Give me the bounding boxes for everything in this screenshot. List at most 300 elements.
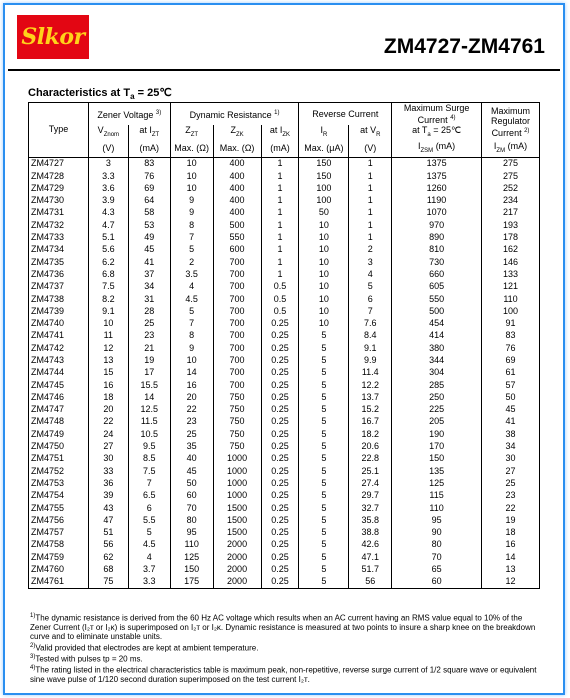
table-row <box>29 539 540 551</box>
table-cell: 3.7 <box>128 563 170 575</box>
reg-label-3: Current <box>491 127 522 138</box>
table-row <box>29 342 540 354</box>
table-cell: 16.7 <box>349 416 392 428</box>
table-row <box>29 317 540 329</box>
footnotes <box>30 612 540 684</box>
table-cell: 5 <box>349 281 392 293</box>
table-cell: 750 <box>213 416 261 428</box>
table-cell: 0.25 <box>261 551 299 563</box>
table-cell: 0.25 <box>261 502 299 514</box>
table-row <box>29 465 540 477</box>
table-cell: 133 <box>482 268 540 280</box>
table-cell: 234 <box>482 194 540 206</box>
table-cell: 10 <box>299 268 349 280</box>
table-row <box>29 502 540 514</box>
vr-sub: R <box>376 131 381 138</box>
table-cell: 135 <box>392 465 482 477</box>
unit-izm <box>482 141 540 157</box>
table-cell: 400 <box>213 157 261 170</box>
table-cell: 193 <box>482 219 540 231</box>
table-cell: 0.25 <box>261 465 299 477</box>
table-row <box>29 391 540 403</box>
table-cell: 810 <box>392 244 482 256</box>
table-cell: 50 <box>170 477 213 489</box>
surge-at-sym: at T <box>412 125 428 135</box>
table-cell: 1500 <box>213 527 261 539</box>
table-cell: 8 <box>170 330 213 342</box>
zzt-sub: ZT <box>190 131 199 138</box>
table-body <box>29 157 540 588</box>
table-cell: 95 <box>170 527 213 539</box>
table-cell: 91 <box>482 317 540 329</box>
table-cell: 1000 <box>213 453 261 465</box>
table-cell: 15.2 <box>349 404 392 416</box>
cell-type: ZM4760 <box>29 563 89 575</box>
table-cell: 16 <box>482 539 540 551</box>
header-max-regulator <box>482 103 540 141</box>
table-cell: 1 <box>261 182 299 194</box>
table-cell: 550 <box>213 231 261 243</box>
table-cell: 1 <box>261 157 299 170</box>
table-cell: 50 <box>482 391 540 403</box>
table-cell: 58 <box>128 207 170 219</box>
table-cell: 700 <box>213 305 261 317</box>
section-title-tail: = 25℃ <box>134 87 172 99</box>
cell-type: ZM4747 <box>29 404 89 416</box>
unit-izt: (mA) <box>128 141 170 157</box>
table-cell: 70 <box>170 502 213 514</box>
table-cell: 0.25 <box>261 490 299 502</box>
table-cell: 56 <box>88 539 128 551</box>
table-cell: 90 <box>392 527 482 539</box>
table-cell: 9 <box>170 194 213 206</box>
table-row <box>29 440 540 452</box>
table-cell: 217 <box>482 207 540 219</box>
table-row <box>29 231 540 243</box>
cell-type: ZM4733 <box>29 231 89 243</box>
header-vznom <box>88 125 128 141</box>
table-row <box>29 367 540 379</box>
table-cell: 41 <box>482 416 540 428</box>
table-cell: 5 <box>299 379 349 391</box>
table-cell: 5 <box>299 440 349 452</box>
table-cell: 1 <box>349 231 392 243</box>
table-cell: 605 <box>392 281 482 293</box>
surge-at-tail: = 25℃ <box>430 125 462 135</box>
table-cell: 890 <box>392 231 482 243</box>
table-cell: 0.25 <box>261 330 299 342</box>
table-cell: 5.6 <box>88 244 128 256</box>
header-izk <box>261 125 299 141</box>
table-cell: 5.5 <box>128 514 170 526</box>
vr-sym: at V <box>360 125 377 135</box>
table-cell: 62 <box>88 551 128 563</box>
table-cell: 5 <box>299 342 349 354</box>
table-cell: 0.25 <box>261 440 299 452</box>
table-cell: 60 <box>392 576 482 589</box>
table-cell: 1 <box>261 231 299 243</box>
table-cell: 5 <box>128 527 170 539</box>
table-cell: 0.25 <box>261 391 299 403</box>
table-cell: 18 <box>482 527 540 539</box>
brand-logo: Slkor <box>17 15 89 59</box>
table-cell: 250 <box>392 391 482 403</box>
table-cell: 22 <box>170 404 213 416</box>
table-cell: 2000 <box>213 576 261 589</box>
table-cell: 5 <box>299 465 349 477</box>
table-cell: 12.2 <box>349 379 392 391</box>
header-izt <box>128 125 170 141</box>
table-cell: 14 <box>482 551 540 563</box>
zzk-sym: Z <box>230 125 236 135</box>
table-cell: 0.25 <box>261 563 299 575</box>
cell-type: ZM4740 <box>29 317 89 329</box>
table-cell: 344 <box>392 354 482 366</box>
table-cell: 0.25 <box>261 527 299 539</box>
table-cell: 9.5 <box>128 440 170 452</box>
table-cell: 146 <box>482 256 540 268</box>
table-header <box>29 103 540 158</box>
table-cell: 4 <box>170 281 213 293</box>
table-cell: 285 <box>392 379 482 391</box>
table-cell: 4.3 <box>88 207 128 219</box>
table-cell: 34 <box>128 281 170 293</box>
table-cell: 500 <box>392 305 482 317</box>
table-cell: 2 <box>349 244 392 256</box>
table-cell: 1 <box>349 170 392 182</box>
table-cell: 13.7 <box>349 391 392 403</box>
cell-type: ZM4752 <box>29 465 89 477</box>
table-cell: 5 <box>299 539 349 551</box>
table-cell: 205 <box>392 416 482 428</box>
table-cell: 9 <box>170 207 213 219</box>
footnote-text: Valid provided that electrodes are kept at ambient temperature. <box>35 643 259 653</box>
table-cell: 0.25 <box>261 342 299 354</box>
table-cell: 7.6 <box>349 317 392 329</box>
table-cell: 304 <box>392 367 482 379</box>
table-cell: 12.5 <box>128 404 170 416</box>
table-cell: 15 <box>88 367 128 379</box>
table-cell: 0.25 <box>261 404 299 416</box>
ir-sym: I <box>320 125 323 135</box>
table-cell: 1 <box>261 219 299 231</box>
table-cell: 730 <box>392 256 482 268</box>
table-cell: 700 <box>213 256 261 268</box>
cell-type: ZM4728 <box>29 170 89 182</box>
table-cell: 162 <box>482 244 540 256</box>
table-cell: 8.4 <box>349 330 392 342</box>
table-cell: 125 <box>170 551 213 563</box>
table-cell: 5 <box>299 404 349 416</box>
table-cell: 95 <box>392 514 482 526</box>
part-number-title: ZM4727-ZM4761 <box>383 35 545 58</box>
table-cell: 1 <box>261 244 299 256</box>
table-cell: 9.1 <box>349 342 392 354</box>
table-cell: 14 <box>170 367 213 379</box>
table-cell: 18 <box>88 391 128 403</box>
table-cell: 25 <box>170 428 213 440</box>
cell-type: ZM4758 <box>29 539 89 551</box>
table-cell: 0.25 <box>261 428 299 440</box>
table-cell: 8.2 <box>88 293 128 305</box>
table-cell: 8.5 <box>128 453 170 465</box>
table-row <box>29 551 540 563</box>
table-cell: 83 <box>482 330 540 342</box>
table-cell: 5 <box>299 367 349 379</box>
table-cell: 750 <box>213 404 261 416</box>
table-cell: 400 <box>213 170 261 182</box>
cell-type: ZM4741 <box>29 330 89 342</box>
table-cell: 5 <box>170 305 213 317</box>
table-cell: 20 <box>88 404 128 416</box>
table-cell: 6 <box>349 293 392 305</box>
zzt-sym: Z <box>185 125 191 135</box>
cell-type: ZM4739 <box>29 305 89 317</box>
unit-izk: (mA) <box>261 141 299 157</box>
table-cell: 400 <box>213 182 261 194</box>
table-cell: 27 <box>482 465 540 477</box>
table-cell: 11.5 <box>128 416 170 428</box>
table-cell: 5 <box>299 514 349 526</box>
table-cell: 1 <box>261 256 299 268</box>
izm-sym: I <box>493 140 497 151</box>
table-cell: 700 <box>213 268 261 280</box>
footnote-text: The rating listed in the electrical characteristics table is maximum peak, non-repetitive, reverse surge current of 1/2 square wave or equivalent sine wave pulse of 1/120 second duration superimposed on the test current I₂ᴛ. <box>30 665 537 685</box>
footnote-text: Tested with pulses tp = 20 ms. <box>35 654 143 664</box>
table-cell: 275 <box>482 170 540 182</box>
table-cell: 1000 <box>213 465 261 477</box>
table-cell: 6.8 <box>88 268 128 280</box>
table-cell: 6.2 <box>88 256 128 268</box>
table-cell: 750 <box>213 440 261 452</box>
header-vr <box>349 125 392 141</box>
reg-label-2: Regulator <box>490 115 531 126</box>
table-cell: 10 <box>170 170 213 182</box>
table-cell: 7 <box>128 477 170 489</box>
table-cell: 150 <box>392 453 482 465</box>
surge-at-sub: a <box>427 131 431 138</box>
header-divider <box>8 69 560 71</box>
cell-type: ZM4749 <box>29 428 89 440</box>
table-row <box>29 268 540 280</box>
table-cell: 1000 <box>213 490 261 502</box>
header-reverse-current: Reverse Current <box>299 103 392 126</box>
cell-type: ZM4735 <box>29 256 89 268</box>
table-cell: 23 <box>170 416 213 428</box>
footnote <box>30 664 540 684</box>
table-cell: 83 <box>128 157 170 170</box>
table-cell: 76 <box>482 342 540 354</box>
table-cell: 53 <box>128 219 170 231</box>
table-cell: 10 <box>299 305 349 317</box>
table-cell: 70 <box>392 551 482 563</box>
table-cell: 190 <box>392 428 482 440</box>
table-cell: 5 <box>299 551 349 563</box>
table-cell: 65 <box>392 563 482 575</box>
table-cell: 61 <box>482 367 540 379</box>
dyn-label: Dynamic Resistance <box>189 109 272 120</box>
table-cell: 11 <box>88 330 128 342</box>
table-row <box>29 527 540 539</box>
table-cell: 3.6 <box>88 182 128 194</box>
table-cell: 29.7 <box>349 490 392 502</box>
table-cell: 43 <box>88 502 128 514</box>
table-cell: 0.25 <box>261 477 299 489</box>
surge-note: 4) <box>450 115 456 121</box>
table-cell: 121 <box>482 281 540 293</box>
header-ir <box>299 125 349 141</box>
table-cell: 125 <box>392 477 482 489</box>
table-cell: 15.5 <box>128 379 170 391</box>
izm-sub: ZM <box>496 147 506 154</box>
table-cell: 39 <box>88 490 128 502</box>
cell-type: ZM4738 <box>29 293 89 305</box>
table-cell: 7 <box>170 317 213 329</box>
izsm-sym: I <box>418 140 421 151</box>
unit-zzt: Max. (Ω) <box>170 141 213 157</box>
table-cell: 1 <box>349 219 392 231</box>
table-cell: 150 <box>170 563 213 575</box>
table-cell: 700 <box>213 293 261 305</box>
footnote <box>30 653 540 664</box>
table-cell: 10 <box>299 244 349 256</box>
table-cell: 40 <box>170 453 213 465</box>
table-cell: 5 <box>299 477 349 489</box>
table-cell: 7.5 <box>128 465 170 477</box>
table-cell: 69 <box>482 354 540 366</box>
table-cell: 2 <box>170 256 213 268</box>
table-cell: 41 <box>128 256 170 268</box>
table-row <box>29 563 540 575</box>
table-cell: 10 <box>299 231 349 243</box>
izk-sym: at I <box>269 125 283 135</box>
table-cell: 5 <box>170 244 213 256</box>
table-cell: 7.5 <box>88 281 128 293</box>
footnote-mark: 2) <box>30 642 36 649</box>
cell-type: ZM4756 <box>29 514 89 526</box>
table-cell: 4 <box>349 268 392 280</box>
table-cell: 5 <box>299 416 349 428</box>
table-cell: 380 <box>392 342 482 354</box>
table-cell: 4.5 <box>128 539 170 551</box>
izt-sym: at I <box>139 125 152 135</box>
table-row <box>29 428 540 440</box>
table-row <box>29 281 540 293</box>
table-cell: 28 <box>128 305 170 317</box>
table-cell: 400 <box>213 194 261 206</box>
cell-type: ZM4753 <box>29 477 89 489</box>
table-cell: 9.9 <box>349 354 392 366</box>
table-cell: 12 <box>88 342 128 354</box>
table-cell: 21 <box>128 342 170 354</box>
header-row-units <box>29 141 540 157</box>
table-cell: 700 <box>213 281 261 293</box>
table-cell: 178 <box>482 231 540 243</box>
table-cell: 4 <box>128 551 170 563</box>
surge-label-1: Maximum Surge <box>403 103 470 113</box>
table-row <box>29 219 540 231</box>
table-row <box>29 330 540 342</box>
table-cell: 700 <box>213 330 261 342</box>
table-cell: 5 <box>299 330 349 342</box>
table-cell: 700 <box>213 317 261 329</box>
table-cell: 38 <box>482 428 540 440</box>
table-row <box>29 477 540 489</box>
section-title-sub: a <box>130 92 135 102</box>
table-cell: 75 <box>88 576 128 589</box>
cell-type: ZM4732 <box>29 219 89 231</box>
cell-type: ZM4737 <box>29 281 89 293</box>
table-cell: 50 <box>299 207 349 219</box>
table-cell: 5 <box>299 502 349 514</box>
header-zener-voltage <box>88 103 170 126</box>
table-cell: 80 <box>170 514 213 526</box>
table-cell: 115 <box>392 490 482 502</box>
table-cell: 27 <box>88 440 128 452</box>
table-cell: 0.25 <box>261 379 299 391</box>
table-cell: 1070 <box>392 207 482 219</box>
table-cell: 24 <box>88 428 128 440</box>
reg-note: 2) <box>524 127 530 134</box>
section-title <box>28 86 172 101</box>
table-cell: 0.25 <box>261 317 299 329</box>
footnote <box>30 612 540 642</box>
table-cell: 10 <box>170 157 213 170</box>
table-cell: 5 <box>299 354 349 366</box>
table-cell: 5 <box>299 391 349 403</box>
table-row <box>29 207 540 219</box>
table-cell: 0.5 <box>261 293 299 305</box>
table-cell: 100 <box>299 194 349 206</box>
table-cell: 17 <box>128 367 170 379</box>
table-cell: 49 <box>128 231 170 243</box>
table-cell: 252 <box>482 182 540 194</box>
table-cell: 10 <box>299 293 349 305</box>
cell-type: ZM4761 <box>29 576 89 589</box>
table-cell: 700 <box>213 379 261 391</box>
unit-izsm <box>392 141 482 157</box>
cell-type: ZM4759 <box>29 551 89 563</box>
table-cell: 35.8 <box>349 514 392 526</box>
table-cell: 1000 <box>213 477 261 489</box>
cell-type: ZM4731 <box>29 207 89 219</box>
table-cell: 110 <box>170 539 213 551</box>
table-cell: 16 <box>170 379 213 391</box>
cell-type: ZM4751 <box>29 453 89 465</box>
table-cell: 3 <box>349 256 392 268</box>
unit-zzk: Max. (Ω) <box>213 141 261 157</box>
vz-sym: V <box>97 125 104 135</box>
table-cell: 660 <box>392 268 482 280</box>
table-cell: 30 <box>88 453 128 465</box>
cell-type: ZM4757 <box>29 527 89 539</box>
vz-sub: Znom <box>103 131 120 138</box>
table-cell: 3 <box>88 157 128 170</box>
table-cell: 10 <box>299 256 349 268</box>
table-cell: 1260 <box>392 182 482 194</box>
cell-type: ZM4736 <box>29 268 89 280</box>
footnote-text: The dynamic resistance is derived from the 60 Hz AC voltage which results when an AC current having an RMS value equal to 10% of the Zener Current (I₂ᴛ or I₂ᴋ) is superimposed on I₂ᴛ or I₂ᴋ. Dynamic resistance is measured at two points to insure a sharp knee on the breakdown curve and to eliminate unstable units. <box>30 613 536 642</box>
table-cell: 10 <box>88 317 128 329</box>
table-cell: 500 <box>213 219 261 231</box>
cell-type: ZM4746 <box>29 391 89 403</box>
table-cell: 1 <box>261 207 299 219</box>
header-row-groups <box>29 103 540 126</box>
section-title-text: Characteristics at T <box>28 87 131 99</box>
table-cell: 7 <box>349 305 392 317</box>
table-cell: 750 <box>213 428 261 440</box>
cell-type: ZM4755 <box>29 502 89 514</box>
